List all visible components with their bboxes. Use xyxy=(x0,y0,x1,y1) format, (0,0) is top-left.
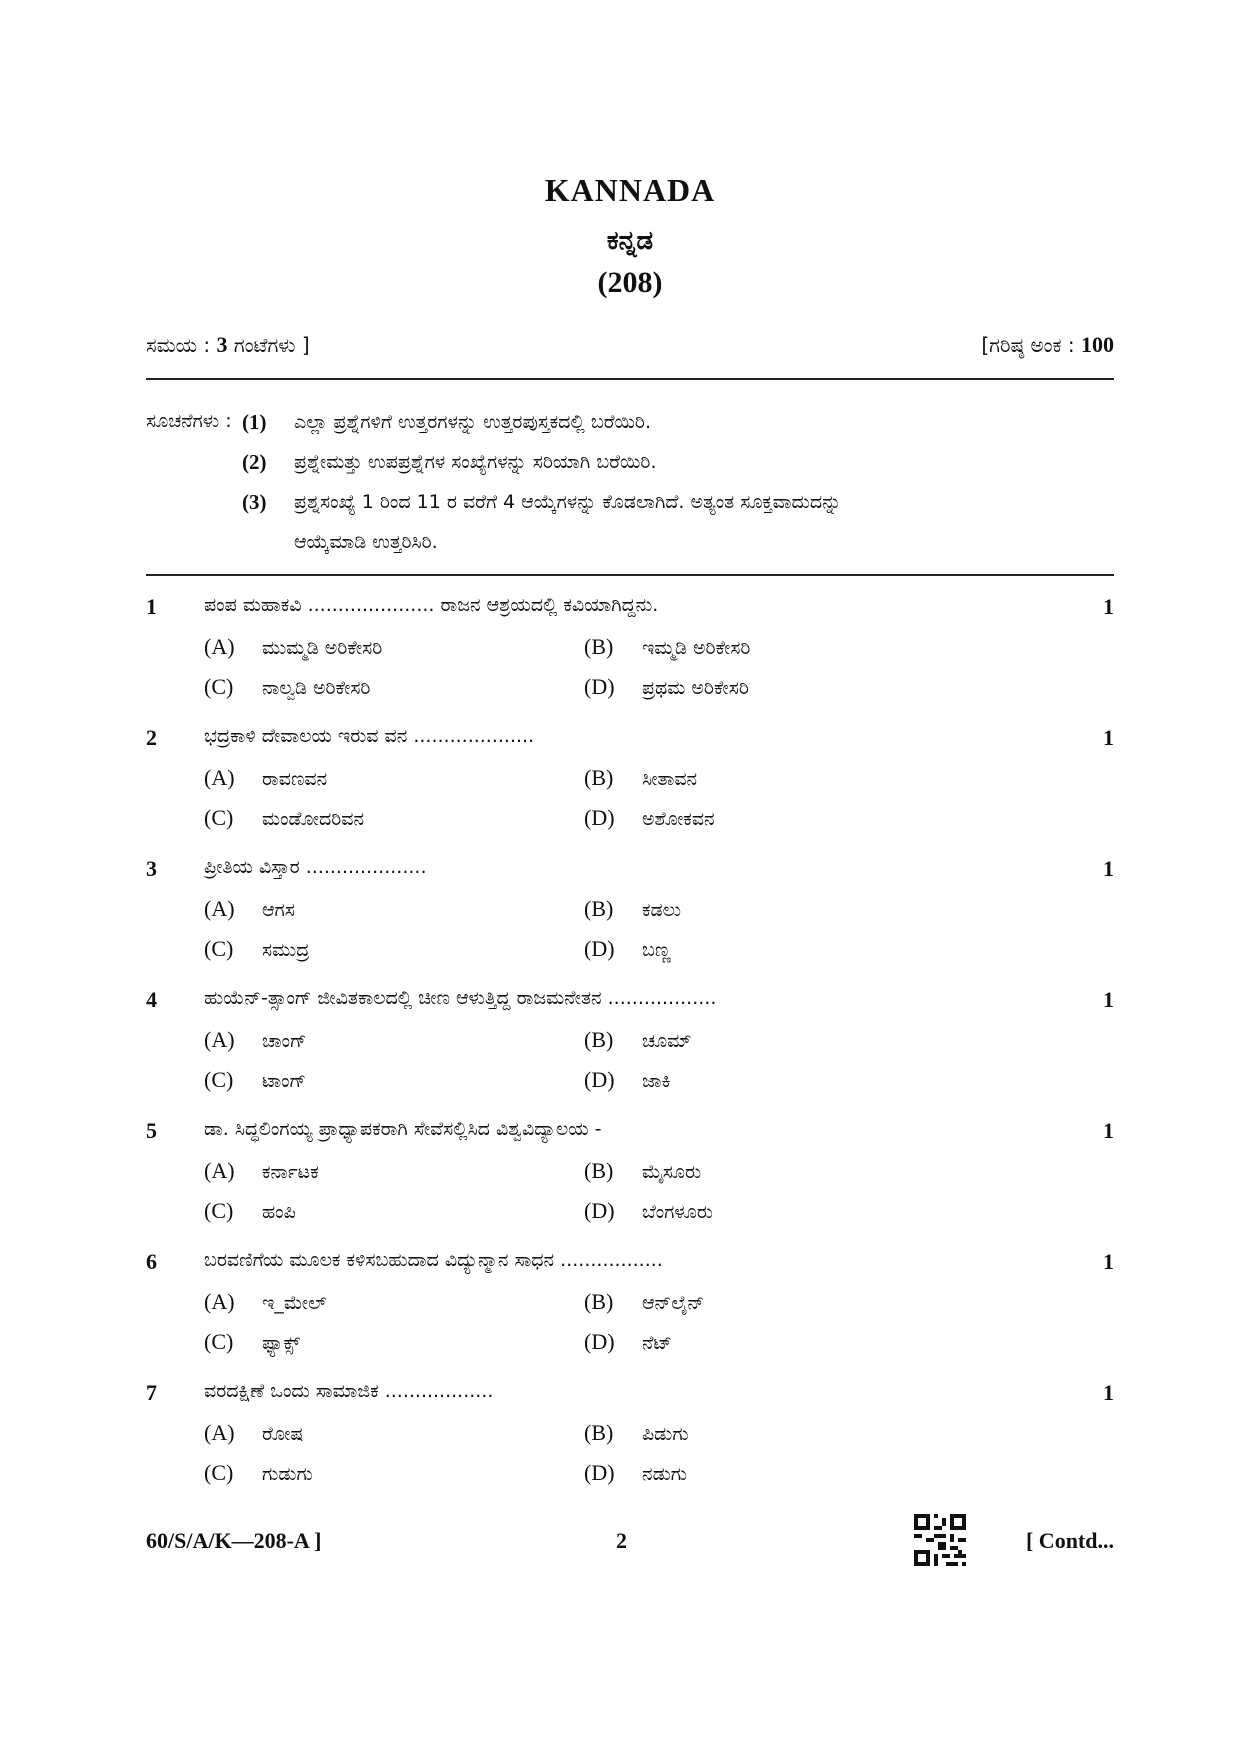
answer-option xyxy=(204,674,370,700)
option-letter: (C) xyxy=(204,805,234,830)
option-text: ಇ_ಮೇಲ್ xyxy=(262,1292,327,1314)
answer-option xyxy=(584,805,715,831)
option-text: ಫ್ಯಾಕ್ಸ್ xyxy=(262,1332,301,1354)
question-marks: 1 xyxy=(1103,1249,1114,1274)
option-letter: (C) xyxy=(204,1329,234,1354)
question-number: 1 xyxy=(146,594,157,619)
option-letter: (B) xyxy=(584,1158,614,1183)
time-unit: ಗಂಟೆಗಳು ] xyxy=(227,333,310,357)
instruction-text-continued: ಆಯ್ಕೆಮಾಡಿ ಉತ್ತರಿಸಿರಿ. xyxy=(294,531,438,553)
option-text: ಚೂಮ್ xyxy=(642,1030,692,1052)
option-text: ಕಡಲು xyxy=(642,899,682,921)
instruction-item xyxy=(242,482,1114,562)
question-marks: 1 xyxy=(1103,856,1114,881)
option-text: ಮುಮ್ಮಡಿ ಅರಿಕೇಸರಿ xyxy=(262,637,383,659)
option-letter: (A) xyxy=(204,1027,235,1052)
answer-option xyxy=(204,765,327,791)
instruction-text: ಪ್ರಶ್ನಸಂಖ್ಯೆ 1 ರಿಂದ 11 ರ ವರೆಗೆ 4 ಆಯ್ಕೆಗಳನ್ನು ಕೊಡಲಾಗಿದೆ. ಅತ್ಯಂತ ಸೂಕ್ತವಾದುದನ್ನು xyxy=(294,491,842,513)
time-label: ಸಮಯ : xyxy=(146,333,217,357)
question-text: ಪಂಪ ಮಹಾಕವಿ ..................... ರಾಜನ ಆಶ್ರಯದಲ್ಲಿ ಕವಿಯಾಗಿದ್ದನು. xyxy=(204,594,659,616)
question-text: ಹುಯೆನ್-ತ್ಸಾಂಗ್ ಜೀವಿತಕಾಲದಲ್ಲಿ ಚೀಣ ಆಳುತ್ತಿದ್ದ ರಾಜಮನೇತನ .................. xyxy=(204,987,717,1009)
instruction-item xyxy=(242,442,1114,482)
option-text: ಕರ್ನಾಟಕ xyxy=(262,1161,319,1183)
continued-label: [ Contd... xyxy=(1025,1528,1114,1553)
option-letter: (A) xyxy=(204,896,235,921)
option-letter: (B) xyxy=(584,1027,614,1052)
answer-option xyxy=(584,896,681,922)
option-text: ಪ್ರಥಮ ಅರಿಕೇಸರಿ xyxy=(642,677,749,699)
option-text: ರೋಷ xyxy=(262,1423,304,1445)
question-number: 4 xyxy=(146,987,157,1012)
option-letter: (B) xyxy=(584,634,614,659)
answer-option xyxy=(204,896,295,922)
option-letter: (A) xyxy=(204,1289,235,1314)
subject-code: (208) xyxy=(597,266,663,299)
option-text: ಚಾಂಗ್ xyxy=(262,1030,307,1052)
instruction-text: ಪ್ರಶ್ನೇಮತ್ತು ಉಪಪ್ರಶ್ನೆಗಳ ಸಂಖ್ಯೆಗಳನ್ನು ಸರಿಯಾಗಿ ಬರೆಯಿರಿ. xyxy=(294,451,657,473)
answer-option xyxy=(584,1460,687,1486)
option-letter: (B) xyxy=(584,896,614,921)
answer-option xyxy=(584,674,749,700)
answer-option xyxy=(204,936,309,962)
option-text: ಆನ್‌ಲೈನ್ xyxy=(642,1292,705,1314)
option-text: ಗುಡುಗು xyxy=(262,1463,313,1485)
answer-option xyxy=(204,1420,303,1446)
option-letter: (D) xyxy=(584,936,615,961)
instruction-number: (1) xyxy=(242,410,267,434)
option-letter: (D) xyxy=(584,1329,615,1354)
question-number: 7 xyxy=(146,1380,157,1405)
option-letter: (C) xyxy=(204,1067,234,1092)
marks-value: 100 xyxy=(1081,332,1114,357)
option-text: ಟಾಂಗ್ xyxy=(262,1070,307,1092)
subject-title-kannada: ಕನ್ನಡ xyxy=(606,226,654,256)
page-number: 2 xyxy=(616,1528,627,1553)
option-letter: (A) xyxy=(204,765,235,790)
answer-option xyxy=(584,765,697,791)
qr-code-icon xyxy=(914,1514,966,1566)
option-letter: (B) xyxy=(584,1420,614,1445)
option-text: ಮಂಡೋದರಿವನ xyxy=(262,808,365,830)
exam-page xyxy=(146,0,1114,1753)
marks-label: [ಗರಿಷ್ಠ ಅಂಕ : xyxy=(981,333,1081,357)
question-number: 3 xyxy=(146,856,157,881)
option-text: ಅಶೋಕವನ xyxy=(642,808,715,830)
answer-option xyxy=(584,1329,672,1355)
option-text: ಆಗಸ xyxy=(262,899,295,921)
option-text: ಸಮುದ್ರ xyxy=(262,939,310,961)
option-text: ನೆಟ್ xyxy=(642,1332,672,1354)
option-text: ಜಾಕಿ xyxy=(642,1070,671,1092)
question-text: ಪ್ರೀತಿಯ ವಿಸ್ತಾರ .................... xyxy=(204,856,427,878)
option-text: ನಾಲ್ವಡಿ ಅರಿಕೇಸರಿ xyxy=(262,677,371,699)
question-text: ಭದ್ರಕಾಳಿ ದೇವಾಲಯ ಇರುವ ವನ .................... xyxy=(204,725,535,747)
question-text: ಡಾ. ಸಿದ್ಧಲಿಂಗಯ್ಯ ಪ್ರಾಧ್ಯಾಪಕರಾಗಿ ಸೇವೆಸಲ್ಲಿಸಿದ ವಿಶ್ವವಿದ್ಯಾಲಯ - xyxy=(204,1118,602,1140)
max-marks xyxy=(981,332,1114,358)
option-letter: (B) xyxy=(584,1289,614,1314)
answer-option xyxy=(584,634,750,660)
option-text: ಬಣ್ಣ xyxy=(642,939,672,961)
option-letter: (C) xyxy=(204,674,234,699)
question-marks: 1 xyxy=(1103,987,1114,1012)
divider xyxy=(146,574,1114,576)
option-text: ಬೆಂಗಳೂರು xyxy=(642,1201,713,1223)
option-letter: (D) xyxy=(584,1198,615,1223)
time-value: 3 xyxy=(216,332,228,357)
time-allowed xyxy=(146,332,310,358)
answer-option xyxy=(584,1158,701,1184)
option-text: ರಾವಣವನ xyxy=(262,768,328,790)
question-number: 5 xyxy=(146,1118,157,1143)
option-letter: (D) xyxy=(584,674,615,699)
instruction-number: (3) xyxy=(242,490,267,514)
answer-option xyxy=(584,1198,713,1224)
answer-option xyxy=(204,1158,319,1184)
answer-option xyxy=(204,1289,327,1315)
answer-option xyxy=(204,1027,307,1053)
question-number: 6 xyxy=(146,1249,157,1274)
divider xyxy=(146,378,1114,380)
answer-option xyxy=(204,1329,300,1355)
answer-option xyxy=(584,936,671,962)
answer-option xyxy=(584,1027,691,1053)
option-letter: (B) xyxy=(584,765,614,790)
answer-option xyxy=(204,1067,306,1093)
answer-option xyxy=(204,805,364,831)
answer-option xyxy=(584,1289,704,1315)
option-letter: (A) xyxy=(204,1158,235,1183)
answer-option xyxy=(204,1460,313,1486)
answer-option xyxy=(204,634,382,660)
option-letter: (A) xyxy=(204,1420,235,1445)
option-letter: (C) xyxy=(204,1460,234,1485)
instruction-number: (2) xyxy=(242,450,267,474)
option-letter: (D) xyxy=(584,1067,615,1092)
question-marks: 1 xyxy=(1103,1118,1114,1143)
question-marks: 1 xyxy=(1103,725,1114,750)
option-text: ಪಿಡುಗು xyxy=(642,1423,689,1445)
option-text: ಮೈಸೂರು xyxy=(642,1161,702,1183)
option-text: ನಡುಗು xyxy=(642,1463,688,1485)
paper-code: 60/S/A/K—208-A ] xyxy=(146,1528,322,1553)
option-text: ಇಮ್ಮಡಿ ಅರಿಕೇಸರಿ xyxy=(642,637,751,659)
question-number: 2 xyxy=(146,725,157,750)
option-letter: (D) xyxy=(584,805,615,830)
answer-option xyxy=(584,1420,689,1446)
instruction-item xyxy=(242,402,1114,442)
instructions-heading: ಸೂಚನೆಗಳು : xyxy=(146,410,232,432)
question-marks: 1 xyxy=(1103,1380,1114,1405)
option-text: ಹಂಪಿ xyxy=(262,1201,296,1223)
option-letter: (C) xyxy=(204,936,234,961)
option-text: ಸೀತಾವನ xyxy=(642,768,698,790)
option-letter: (C) xyxy=(204,1198,234,1223)
question-marks: 1 xyxy=(1103,594,1114,619)
answer-option xyxy=(204,1198,296,1224)
subject-title-english: KANNADA xyxy=(544,172,716,208)
option-letter: (D) xyxy=(584,1460,615,1485)
question-text: ಬರವಣಿಗೆಯ ಮೂಲಕ ಕಳಿಸಬಹುದಾದ ವಿದ್ಯುನ್ಮಾನ ಸಾಧನ ................. xyxy=(204,1249,663,1271)
option-letter: (A) xyxy=(204,634,235,659)
instruction-text: ಎಲ್ಲಾ ಪ್ರಶ್ನೆಗಳಿಗೆ ಉತ್ತರಗಳನ್ನು ಉತ್ತರಪುಸ್ತಕದಲ್ಲಿ ಬರೆಯಿರಿ. xyxy=(294,411,651,433)
question-text: ವರದಕ್ಷಿಣೆ ಒಂದು ಸಾಮಾಜಿಕ .................. xyxy=(204,1380,494,1402)
answer-option xyxy=(584,1067,670,1093)
